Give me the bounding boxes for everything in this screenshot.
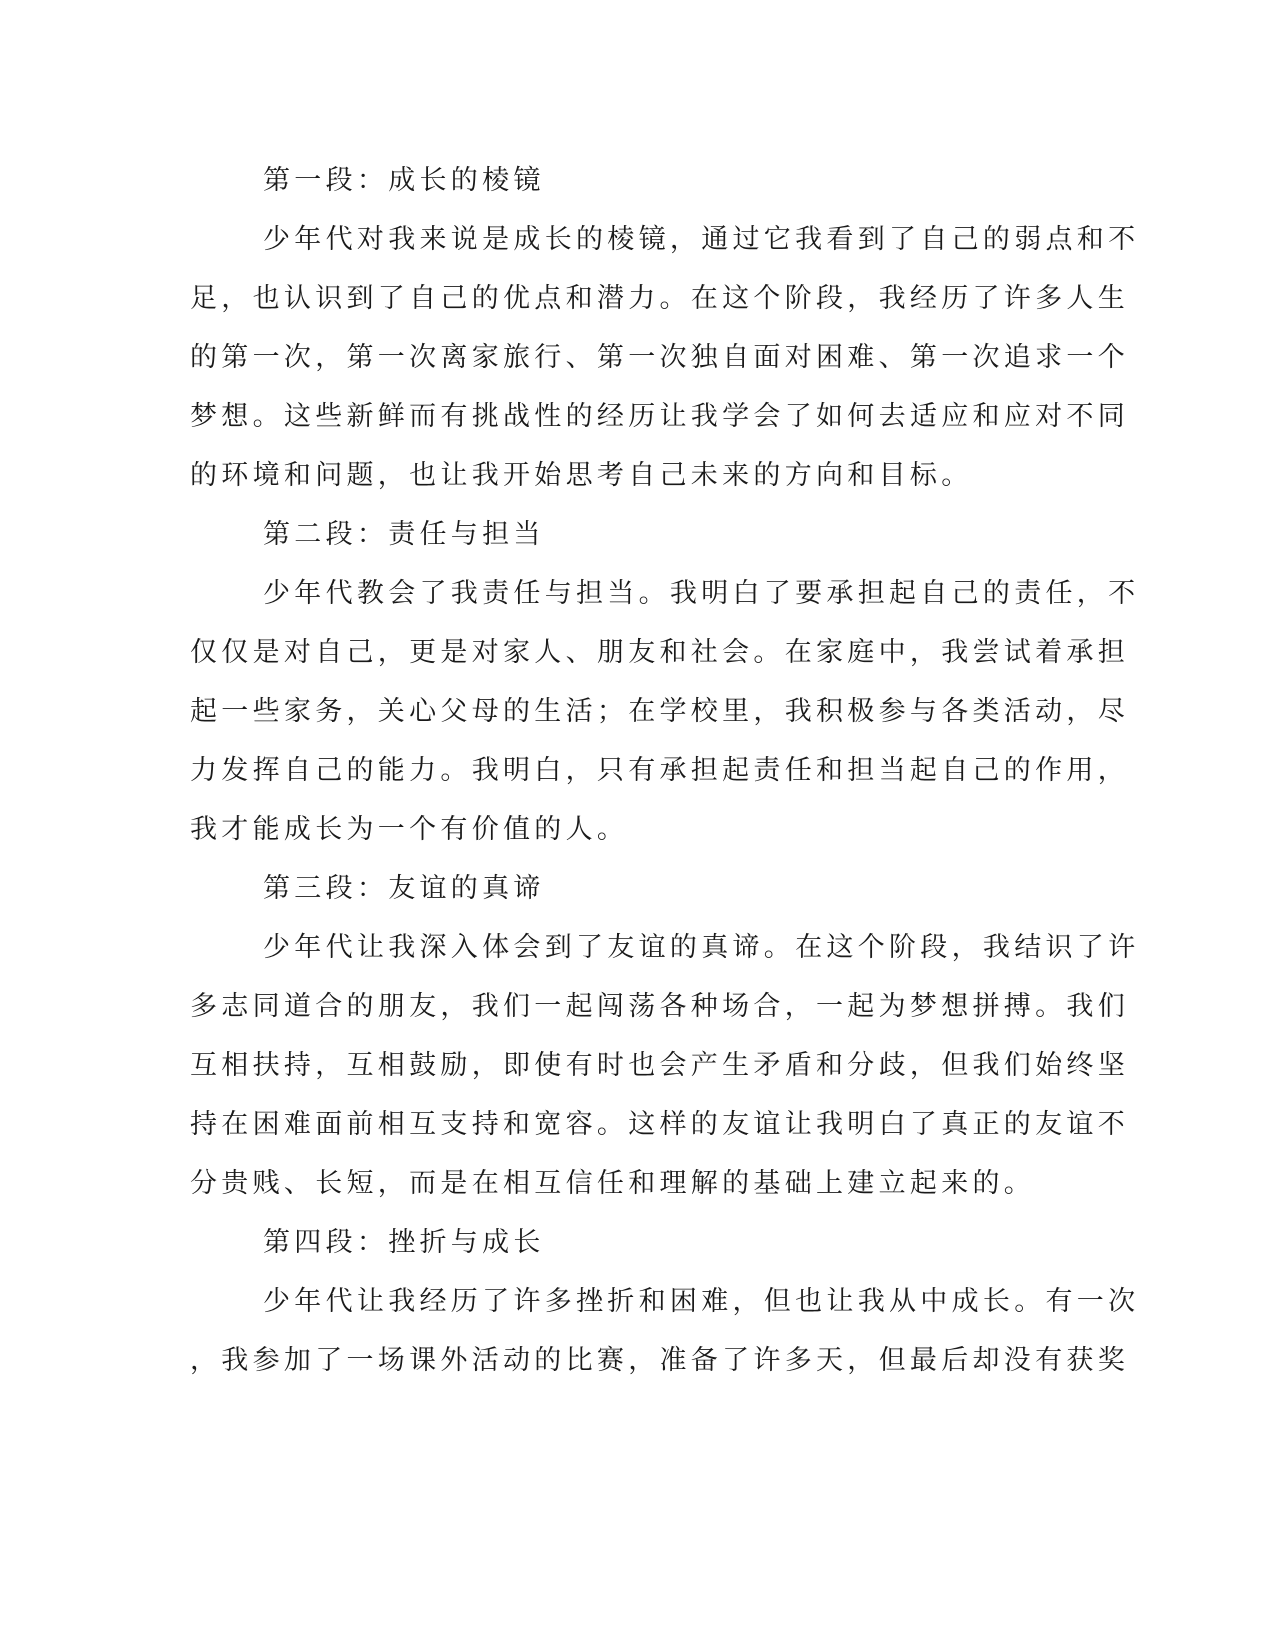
paragraph-line: 梦想。这些新鲜而有挑战性的经历让我学会了如何去适应和应对不同 xyxy=(190,401,1129,432)
paragraph-line: 力发挥自己的能力。我明白，只有承担起责任和担当起自己的作用， xyxy=(190,755,1129,786)
section-heading-4: 第四段：挫折与成长 xyxy=(263,1227,545,1258)
paragraph-line: 少年代教会了我责任与担当。我明白了要承担起自己的责任，不 xyxy=(263,578,1140,609)
paragraph-line: 分贵贱、长短，而是在相互信任和理解的基础上建立起来的。 xyxy=(190,1168,1036,1199)
paragraph-line: 少年代对我来说是成长的棱镜，通过它我看到了自己的弱点和不 xyxy=(263,224,1140,255)
paragraph-line: 的第一次，第一次离家旅行、第一次独自面对困难、第一次追求一个 xyxy=(190,342,1129,373)
paragraph-line: 少年代让我经历了许多挫折和困难，但也让我从中成长。有一次 xyxy=(263,1286,1140,1317)
section-heading-2: 第二段：责任与担当 xyxy=(263,519,545,550)
paragraph-line: 的环境和问题，也让我开始思考自己未来的方向和目标。 xyxy=(190,460,973,491)
paragraph-line: 仅仅是对自己，更是对家人、朋友和社会。在家庭中，我尝试着承担 xyxy=(190,637,1129,668)
paragraph-line: 少年代让我深入体会到了友谊的真谛。在这个阶段，我结识了许 xyxy=(263,932,1140,963)
paragraph-line: 多志同道合的朋友，我们一起闯荡各种场合，一起为梦想拼搏。我们 xyxy=(190,991,1129,1022)
paragraph-line: ，我参加了一场课外活动的比赛，准备了许多天，但最后却没有获奖 xyxy=(190,1345,1129,1376)
paragraph-line: 持在困难面前相互支持和宽容。这样的友谊让我明白了真正的友谊不 xyxy=(190,1109,1129,1140)
paragraph-line: 我才能成长为一个有价值的人。 xyxy=(190,814,629,845)
paragraph-line: 起一些家务，关心父母的生活；在学校里，我积极参与各类活动，尽 xyxy=(190,696,1129,727)
section-heading-1: 第一段：成长的棱镜 xyxy=(263,165,545,196)
paragraph-line: 互相扶持，互相鼓励，即使有时也会产生矛盾和分歧，但我们始终坚 xyxy=(190,1050,1129,1081)
section-heading-3: 第三段：友谊的真谛 xyxy=(263,873,545,904)
paragraph-line: 足，也认识到了自己的优点和潜力。在这个阶段，我经历了许多人生 xyxy=(190,283,1129,314)
